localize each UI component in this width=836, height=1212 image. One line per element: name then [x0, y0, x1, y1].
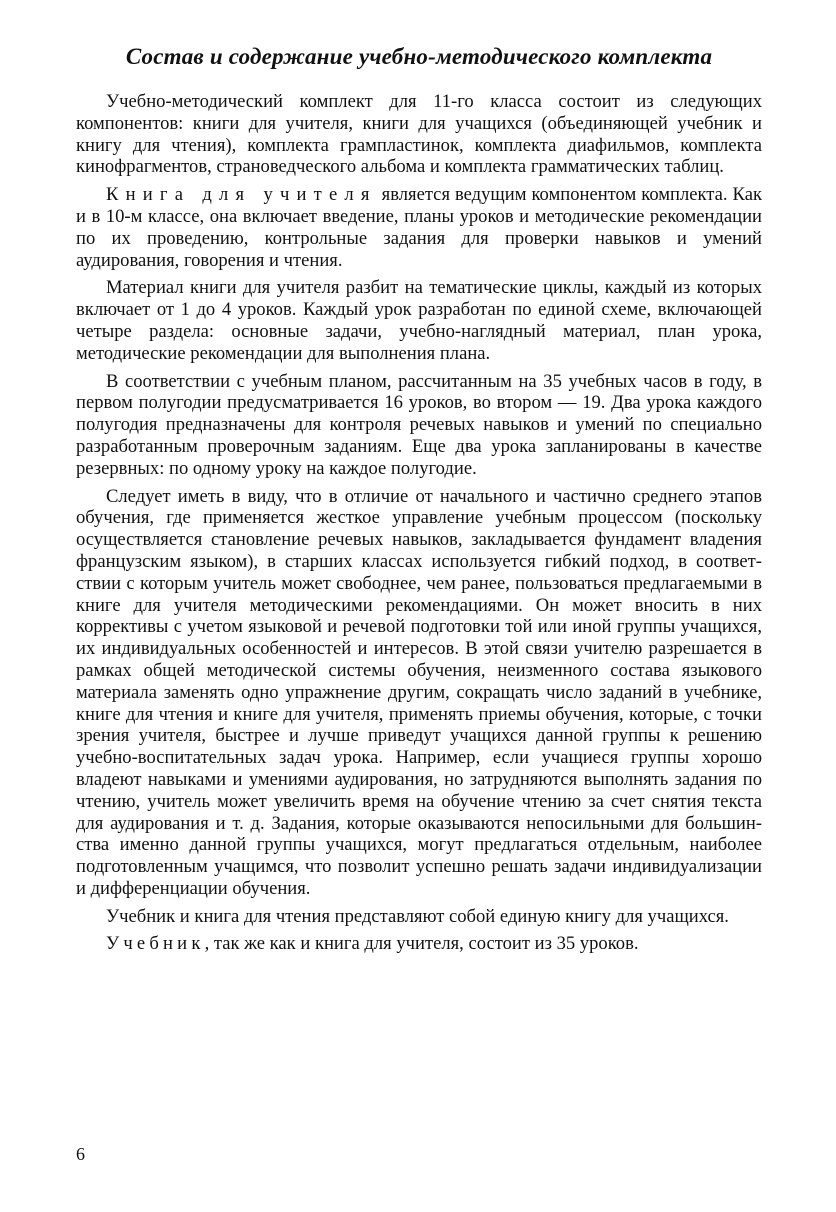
page-number: 6	[76, 1144, 85, 1164]
paragraph-4: В соответствии с учебным планом, рассчитанным на 35 учебных часов в году, в первом полугодии предусматривается 16 уроков, во втором — 19. Два урока каждого полугодия предназначены для контроля речевых навыков и умений по специально разработанным проверочным заданиям. Еще два урока запланированы в качестве резервных: по одному уроку на каждое полугодие.	[76, 370, 762, 479]
paragraph-1: Учебно-методический комплект для 11-го класса состоит из следующих компонентов: книги для учителя, книги для учащихся (объединяющей учебник и книгу для чтения), комплекта грампластинок, комплекта диафильмов, комплекта кинофрагментов, страноведческого альбома и комплекта грамматических таблиц.	[76, 91, 762, 178]
text-block	[76, 44, 762, 961]
spaced-term-textbook: Учебник	[106, 933, 205, 955]
paragraph-3: Материал книги для учителя разбит на тематические циклы, каждый из которых включает от 1 до 4 уроков. Каждый урок разработан по единой схеме, включающей четыре раздела: основные задачи, учебно-наглядный материал, план урока, методические рекомендации для выполнения плана.	[76, 277, 762, 364]
section-title: Состав и содержание учебно-методического комплекта	[125, 44, 713, 69]
paragraph-5: Следует иметь в виду, что в отличие от начального и частично среднего этапов обучения, где применяется жесткое управление учебным процессом (поскольку осуществляется становление речевых навыков, закладывается фундамент владения французским языком), в старших классах используется гибкий подход, в соответствии с которым учитель может свободнее, чем ранее, пользоваться предлагаемыми в книге для учителя методическими рекомендациями. Он может вносить в них коррективы с учетом языковой и речевой подготовки той или иной группы учащихся, их индивидуальных особенностей и интересов. В этой связи учителю разрешается в рамках общей методической системы обучения, неизменного состава языкового материала заменять одно упражнение другим, сокращать число заданий в учебнике, книге для чтения и книге для учителя, применять приемы обучения, которые, с точки зрения учителя, быстрее и лучше приведут учащихся данной группы к решению учебно-воспитательных задач урока. Например, если учащиеся группы хорошо владеют навыками и умениями аудирования, но затрудняются выполнять задания по чтению, учитель может увеличить время на обучение чтению за счет снятия текста для аудирования и т. д. Задания, которые оказываются непосильными для большинства именно данной группы учащихся, могут предлагаться отдельным, наиболее подготовленным учащимся, что позволит успешно решать задачи индивидуализации и дифференциации обучения.	[76, 485, 762, 899]
spaced-term-teacher-book: Книга для учителя	[106, 184, 377, 206]
paragraph-2	[76, 184, 762, 271]
paragraph-7-text: , так же как и книга для учителя, состоит из 35 уроков.	[204, 933, 639, 955]
paragraph-6: Учебник и книга для чтения представляют собой единую книгу для учащихся.	[106, 905, 729, 927]
paragraph-2-text: является ведущим компонентом комплекта. Как и в 10-м классе, она включает введение, планы уроков и методические рекомендации по их проведению, контрольные задания для проверки навыков и умений аудирования, говорения и чтения.	[76, 184, 762, 271]
paragraph-7	[76, 933, 762, 955]
